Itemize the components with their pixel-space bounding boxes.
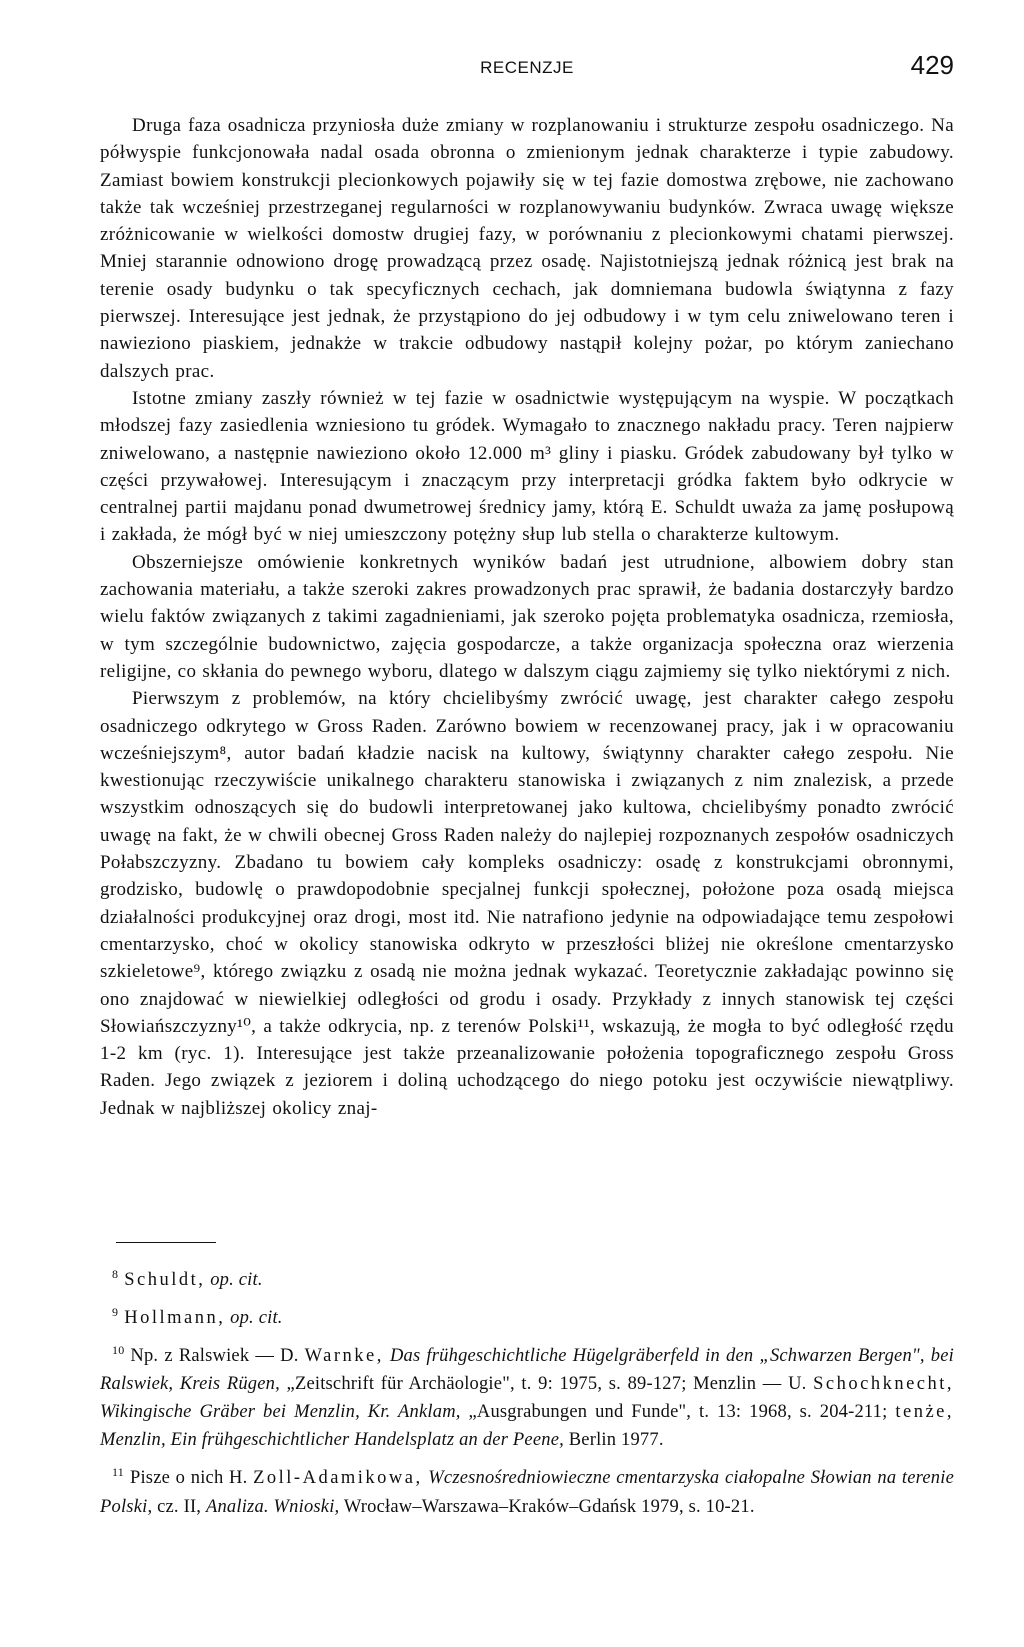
footnote-text: Wrocław–Warszawa–Kraków–Gdańsk 1979, s. 10-21. bbox=[343, 1496, 755, 1517]
page-number: 429 bbox=[910, 50, 954, 80]
footnote-reference: op. cit. bbox=[210, 1270, 263, 1291]
footnote-number: 9 bbox=[112, 1305, 119, 1320]
footnote-author: Schuldt, bbox=[124, 1270, 206, 1291]
paragraph-2: Istotne zmiany zaszły również w tej fazie w osadnictwie występującym na wyspie. W początkach młodszej fazy zasiedlenia wzniesiono tu gródek. Wymagało to znacznego nakładu pracy. Teren najpierw zniwelowano, a następnie nawieziono około 12.000 m³ gliny i piasku. Gródek zabudowany był tylko w części przywałowej. Interesującym i znaczącym przy interpretacji gródka faktem było odkrycie w centralnej partii majdanu ponad dwumetrowej średnicy jamy, którą E. Schuldt uważa za jamę posłupową i zakłada, że mógł być w niej umieszczony potężny słup lub stella o charakterze kultowym. bbox=[100, 387, 954, 546]
footnotes bbox=[100, 1260, 954, 1525]
paragraph-4: Pierwszym z problemów, na który chcielibyśmy zwrócić uwagę, jest charakter całego zespołu osadniczego odkrytego w Gross Raden. Zarówno bowiem w recenzowanej pracy, jak i w opracowaniu wcześniejszym⁸, autor badań kładzie nacisk na kultowy, świątynny charakter całego zespołu. Nie kwestionując rzeczywiście unikalnego charakteru stanowiska i związanych z nim znalezisk, a przede wszystkim odnoszących się do budowli interpretowanej jako kultowa, chcielibyśmy ponadto zwrócić uwagę na fakt, że w chwili obecnej Gross Raden należy do najlepiej rozpoznanych zespołów osadniczych Połabszczyzny. Zbadano tu bowiem cały kompleks osadniczy: osadę z konstrukcjami obronnymi, grodzisko, budowlę o prawdopodobnie specjalnej funkcji społecznej, położone poza osadą miejsca działalności produkcyjnej oraz drogi, most itd. Nie natrafiono jedynie na odpowiadające temu zespołowi cmentarzysko, choć w okolicy stanowiska odkryto w przeszłości bliżej nie określone cmentarzysko szkieletowe⁹, którego związku z osadą nie można jednak wykazać. Teoretycznie zakładając powinno się ono znajdować w niewielkiej odległości od grodu i osady. Przykłady z innych stanowisk tej części Słowiańszczyzny¹⁰, a także odkrycia, np. z terenów Polski¹¹, wskazują, że mogła to być odległość rzędu 1-2 km (ryc. 1). Interesujące jest także przeanalizowanie położenia topograficznego zespołu Gross Raden. Jego związek z jeziorem i doliną uchodzącego do niego potoku jest oczywiście niewątpliwy. Jednak w najbliższej okolicy znaj- bbox=[100, 688, 954, 1119]
footnote-number: 11 bbox=[112, 1465, 124, 1480]
paragraph-3: Obszerniejsze omówienie konkretnych wyników badań jest utrudnione, albowiem dobry stan zachowania materiału, a także szeroki zakres prowadzonych prac sprawił, że badania dostarczyły bardzo wielu faktów związanych z takimi zagadnieniami, jak szeroko pojęta problematyka osadnicza, rzemiosła, w tym szczególnie budownictwo, zajęcia gospodarcze, a także organizacja społeczna oraz wierzenia religijne, co skłania do pewnego wyboru, dlatego w dalszym ciągu zajmiemy się tylko niektórymi z nich. bbox=[100, 551, 954, 682]
footnote-11 bbox=[100, 1458, 954, 1520]
footnote-reference: op. cit. bbox=[230, 1308, 283, 1329]
footnote-title: Analiza. Wnioski, bbox=[205, 1496, 340, 1517]
footnote-number: 10 bbox=[112, 1343, 125, 1358]
footnote-title: Das frühgeschichtliche Hügelgräberfeld in den „Schwarzen Bergen", bei Ralswiek, Kreis Rügen, bbox=[100, 1346, 955, 1395]
footnote-title: Wczesnośredniowieczne cmentarzyska ciałopalne Słowian na terenie Polski, bbox=[100, 1468, 955, 1517]
footnote-text: Berlin 1977. bbox=[568, 1430, 664, 1451]
footnote-10 bbox=[100, 1336, 954, 1454]
footnote-title: Wikingische Gräber bei Menzlin, Kr. Anklam, bbox=[100, 1402, 461, 1423]
footnote-author: Warnke, bbox=[304, 1346, 384, 1367]
footnote-text: „Zeitschrift für Archäologie", t. 9: 1975, s. 89-127; Menzlin — U. bbox=[286, 1374, 807, 1395]
page-header bbox=[100, 48, 954, 84]
footnote-author: Schochknecht, bbox=[813, 1374, 955, 1395]
footnote-text: Pisze o nich H. bbox=[129, 1468, 248, 1489]
running-head: RECENZJE bbox=[480, 58, 574, 77]
footnote-text: „Ausgrabungen und Funde", t. 13: 1968, s. 204-211; bbox=[468, 1402, 888, 1423]
footnote-text: Np. z Ralswiek — D. bbox=[130, 1346, 299, 1367]
paragraph-1: Druga faza osadnicza przyniosła duże zmiany w rozplanowaniu i strukturze zespołu osadniczego. Na półwyspie funkcjonowała nadal osada obronna o zmienionym jednak charakterze i typie zabudowy. Zamiast bowiem konstrukcji plecionkowych pojawiły się w tej fazie domostwa zrębowe, nie zachowano także tak wcześniej przestrzeganej regularności w rozplanowywaniu budynków. Zwraca uwagę większe zróżnicowanie w wielkości domostw drugiej fazy, w porównaniu z plecionkowymi chatami pierwszej. Mniej starannie odnowiono drogę prowadzącą przez osadę. Najistotniejszą jednak różnicą jest brak na terenie osady budynku o tak specyficznych cechach, jak domniemana budowla świątynna z fazy pierwszej. Interesujące jest jednak, że przystąpiono do jej odbudowy i w tym celu zniwelowano teren i nawieziono piaskiem, jednakże w trakcie odbudowy nastąpił kolejny pożar, po którym zaniechano dalszych prac. bbox=[100, 115, 954, 382]
footnote-author: Zoll-Adamikowa, bbox=[253, 1468, 423, 1489]
footnote-number: 8 bbox=[112, 1267, 119, 1281]
body-text bbox=[100, 112, 954, 1122]
footnote-divider bbox=[116, 1242, 216, 1243]
footnote-9 bbox=[100, 1298, 954, 1332]
footnote-author: Hollmann, bbox=[124, 1308, 226, 1329]
footnote-title: Menzlin, Ein frühgeschichtlicher Handelsplatz an der Peene, bbox=[100, 1430, 564, 1451]
footnote-8 bbox=[100, 1260, 954, 1294]
footnote-text: cz. II, bbox=[157, 1496, 202, 1517]
footnote-author: tenże, bbox=[895, 1402, 955, 1423]
